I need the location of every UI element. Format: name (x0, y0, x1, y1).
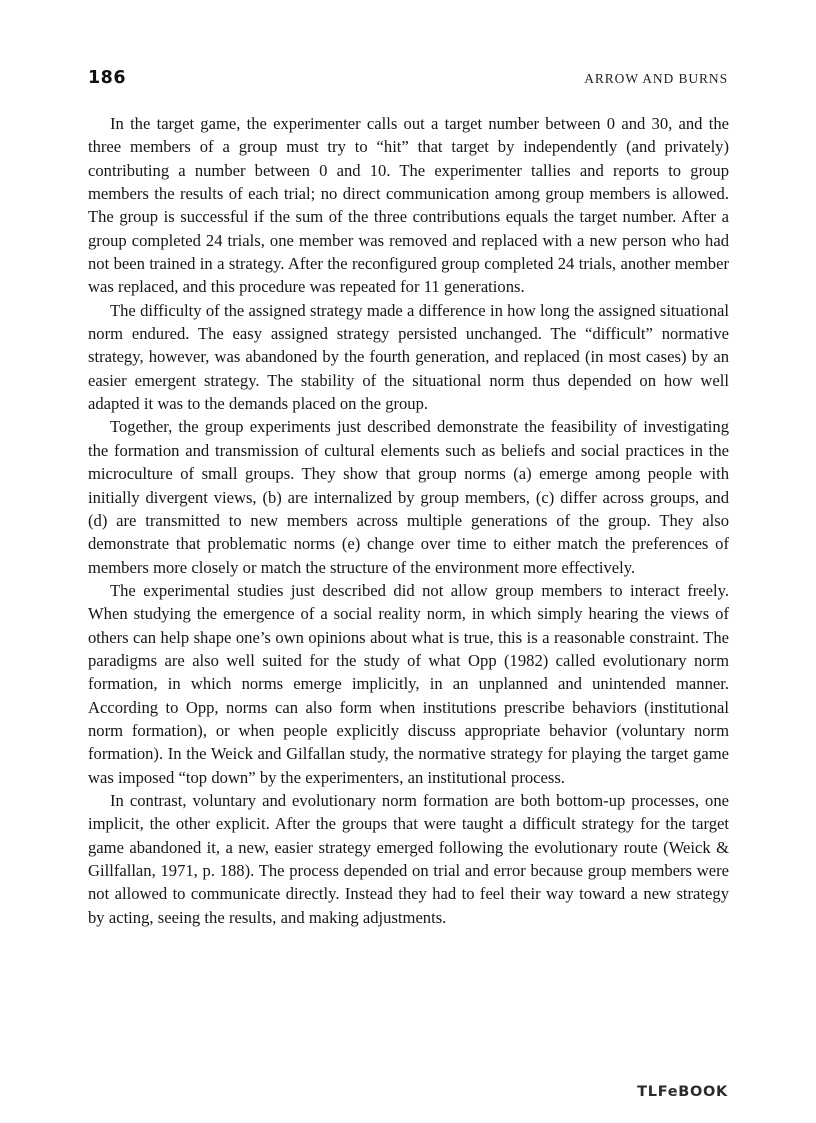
page-footer-watermark: TLFeBOOK (637, 1084, 728, 1100)
page-running-head (88, 70, 728, 96)
paragraph: The difficulty of the assigned strategy made a difference in how long the assigned situational norm endured. The easy assigned strategy persisted unchanged. The “difficult” normative strategy, however, was abandoned by the fourth generation, and replaced (in most cases) by an easier emergent strategy. The stability of the situational norm thus depended on how well adapted it was to the demands placed on the group. (88, 300, 729, 414)
page-number: 186 (88, 68, 127, 88)
paragraph: In the target game, the experimenter calls out a target number between 0 and 30, and the three members of a group must try to “hit” that target by independently (and privately) contributing a number between 0 and 10. The experimenter tallies and reports to group members the results of each trial; no direct communication among group members is allowed. The group is successful if the sum of the three contributions equals the target number. After a group completed 24 trials, one member was removed and replaced with a new person who had not been trained in a strategy. After the reconfigured group completed 24 trials, another member was replaced, and this procedure was repeated for 11 generations. (88, 114, 729, 297)
paragraph: Together, the group experiments just described demonstrate the feasibility of investigating the formation and transmission of cultural elements such as beliefs and social practices in the microculture of small groups. They show that group norms (a) emerge among people with initially divergent views, (b) are internalized by group members, (c) differ across groups, and (d) are transmitted to new members across multiple generations of the group. They also demonstrate that problematic norms (e) change over time to either match the preferences of members more closely or match the structure of the environment more effectively. (88, 417, 729, 577)
body-text-column (88, 112, 729, 929)
paragraph: In contrast, voluntary and evolutionary norm formation are both bottom-up processes, one implicit, the other explicit. After the groups that were taught a difficult strategy for the target game abandoned it, a new, easier strategy emerged following the evolutionary route (Weick & Gillfallan, 1971, p. 188). The process depended on trial and error because group members were not allowed to communicate directly. Instead they had to feel their way toward a new strategy by acting, seeing the results, and making adjustments. (88, 790, 729, 927)
paragraph: The experimental studies just described did not allow group members to interact freely. When studying the emergence of a social reality norm, in which simply hearing the views of others can help shape one’s own opinions about what is true, this is a reasonable constraint. The paradigms are also well suited for the study of what Opp (1982) called evolutionary norm formation, in which norms emerge implicitly, in an unplanned and unintended manner. According to Opp, norms can also form when institutions prescribe behaviors (institutional norm formation), or when people explicitly discuss appropriate behavior (voluntary norm formation). In the Weick and Gilfallan study, the normative strategy for playing the target game was imposed “top down” by the experimenters, an institutional process. (88, 580, 729, 787)
running-head-title: ARROW AND BURNS (584, 71, 728, 86)
